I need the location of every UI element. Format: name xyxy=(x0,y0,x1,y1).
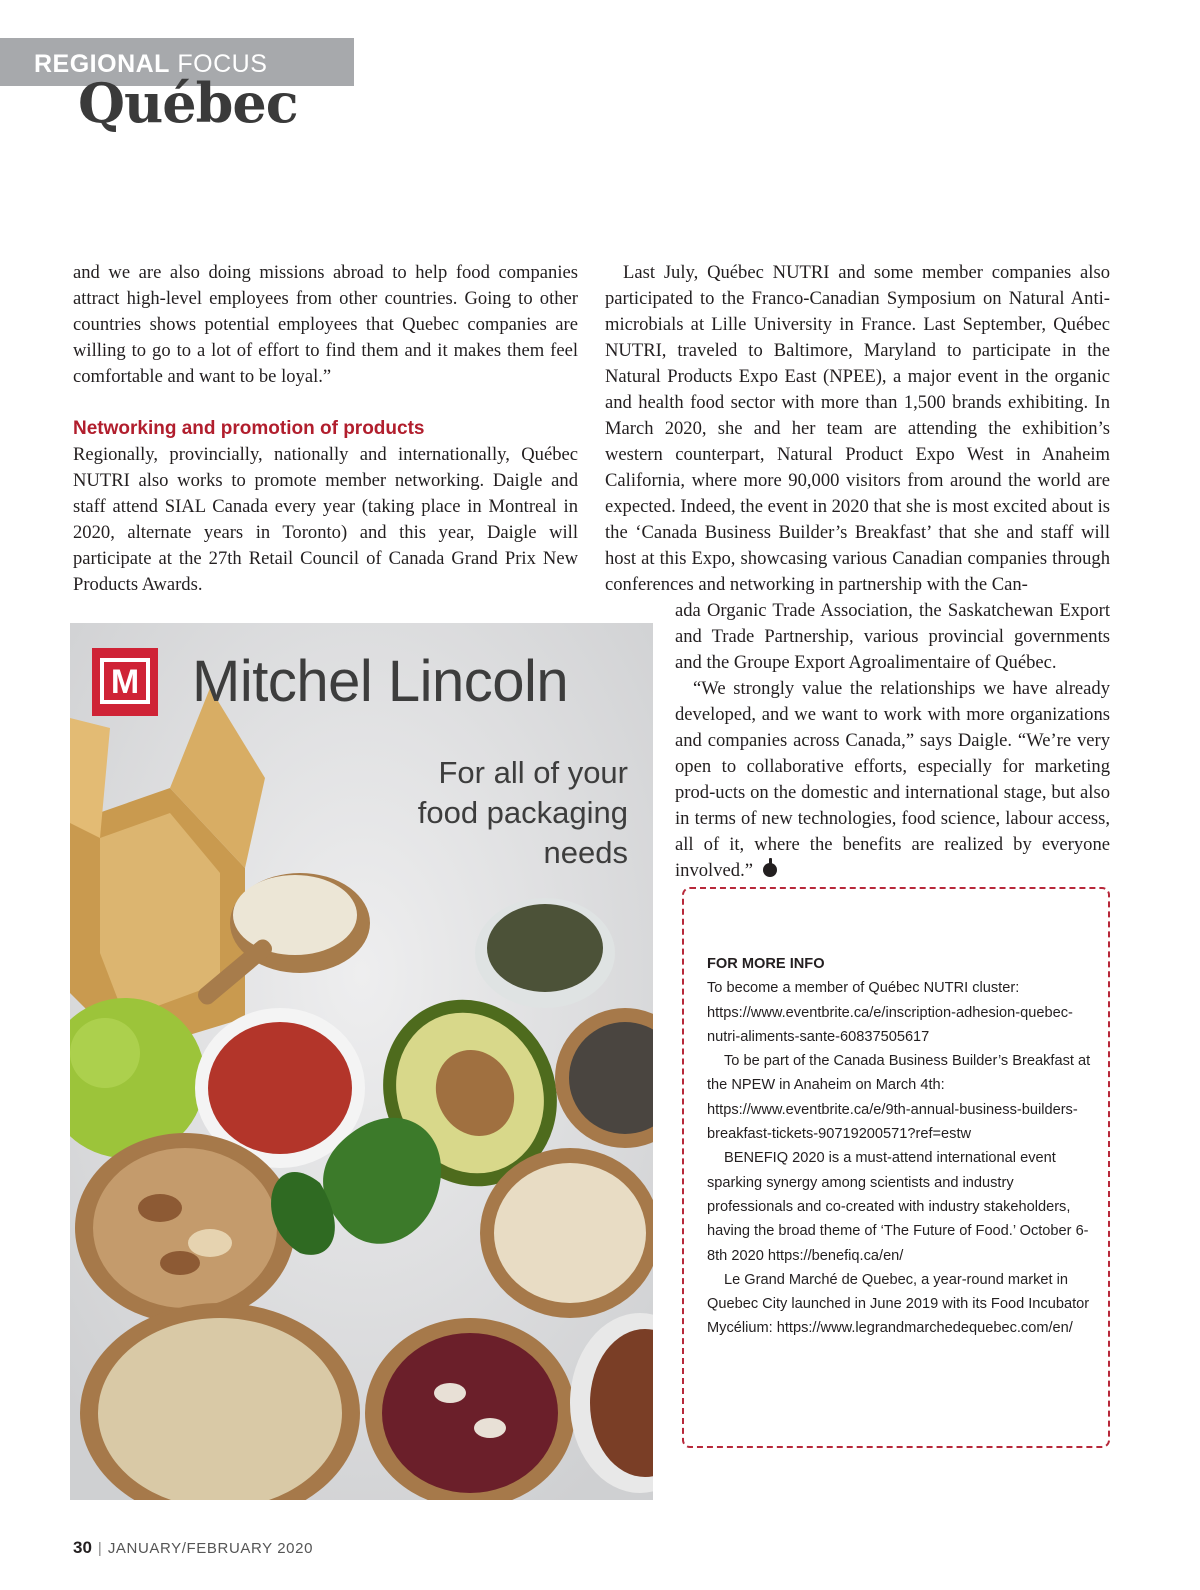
section-label-light: FOCUS xyxy=(177,50,268,78)
body-paragraph-quote xyxy=(675,676,1110,884)
info-item: Le Grand Marché de Quebec, a year-round market in Quebec City launched in June 2019 with its Food Incubator Mycélium: https://www.legrandmarchedequebec.com/en/ xyxy=(707,1271,1090,1337)
ad-brand-name: Mitchel Lincoln xyxy=(192,649,569,714)
apple-end-mark-icon xyxy=(763,863,777,877)
advertisement[interactable] xyxy=(70,623,653,1500)
quote-text: “We strongly value the relationships we have already developed, and we want to work with more organizations and companies across Canada,” says Daigle. “We’re very open to collaborative efforts, especially for marketing prod-ucts on the domestic and international stage, but also in terms of new technologies, food science, labour access, all of it, where the benefits are realized by everyone involved.” xyxy=(675,678,1110,881)
body-paragraph: ada Organic Trade Association, the Saskatchewan Export and Trade Partnership, various provincial governments and the Groupe Export Agroalimentaire of Québec. xyxy=(675,600,1110,673)
info-item: BENEFIQ 2020 is a must-attend international event sparking synergy among scientists and industry professionals and co-created with industry stakeholders, having the broad theme of ‘The Future of Food.’ October 6-8th 2020 https://benefiq.ca/en/ xyxy=(707,1150,1089,1264)
ad-tagline-line: needs xyxy=(543,835,628,870)
right-column xyxy=(605,260,1110,598)
brand-logo-letter: M xyxy=(100,658,150,704)
info-item: To be part of the Canada Business Builder’s Breakfast at the NPEW in Anaheim on March 4th: https://www.eventbrite.ca/e/9th-annual-business-builders-breakfast-tickets-90719200571?ref=estw xyxy=(707,1053,1091,1143)
body-paragraph: Last July, Québec NUTRI and some member companies also participated to the Franco-Canadian Symposium on Natural Anti-microbials at Lille University in France. Last September, Québec NUTRI, traveled to Baltimore, Maryland to participate in the Natural Products Expo East (NPEE), a major event in the organic and health food sector with more than 1,500 brands exhibiting. In March 2020, she and her team are attending the exhibition’s western counterpart, Natural Product Expo West in Anaheim California, where more 90,000 visitors from around the world are expected. Indeed, the event in 2020 that she is most excited about is the ‘Canada Business Builder’s Breakfast’ that she and staff will host at this Expo, showcasing various Canadian companies through conferences and networking in partnership with the Can- xyxy=(605,262,1110,595)
brand-logo xyxy=(92,648,158,716)
region-title: Québec xyxy=(78,71,298,135)
footer-separator: | xyxy=(97,1540,102,1557)
ad-tagline-line: For all of your xyxy=(438,755,628,790)
page-number: 30 xyxy=(73,1538,92,1557)
info-box xyxy=(707,952,1092,1341)
issue-date: JANUARY/FEBRUARY 2020 xyxy=(107,1540,314,1557)
info-item: To become a member of Québec NUTRI cluster: https://www.eventbrite.ca/e/inscription-adhesion-quebec-nutri-aliments-sante-60837505617 xyxy=(707,980,1073,1045)
subheading: Networking and promotion of products xyxy=(73,418,425,439)
info-box-title: FOR MORE INFO xyxy=(707,956,825,972)
ad-tagline-line: food packaging xyxy=(417,795,628,830)
ad-tagline xyxy=(328,753,628,873)
section-label-bold: REGIONAL xyxy=(34,50,170,78)
body-paragraph: and we are also doing missions abroad to help food companies attract high-level employees from other countries. Going to other countries shows potential employees that Quebec companies are willing to go to a lot of effort to find them and it makes them feel comfortable and want to be loyal.” xyxy=(73,262,578,387)
body-paragraph: Regionally, provincially, nationally and internationally, Québec NUTRI also works to promote member networking. Daigle and staff attend SIAL Canada every year (taking place in Montreal in 2020, alternate years in Toronto) and this year, Daigle will participate at the 27th Retail Council of Canada Grand Prix New Products Awards. xyxy=(73,444,578,595)
page-footer xyxy=(73,1538,313,1559)
right-column-narrow xyxy=(675,598,1110,884)
left-column xyxy=(73,260,578,598)
